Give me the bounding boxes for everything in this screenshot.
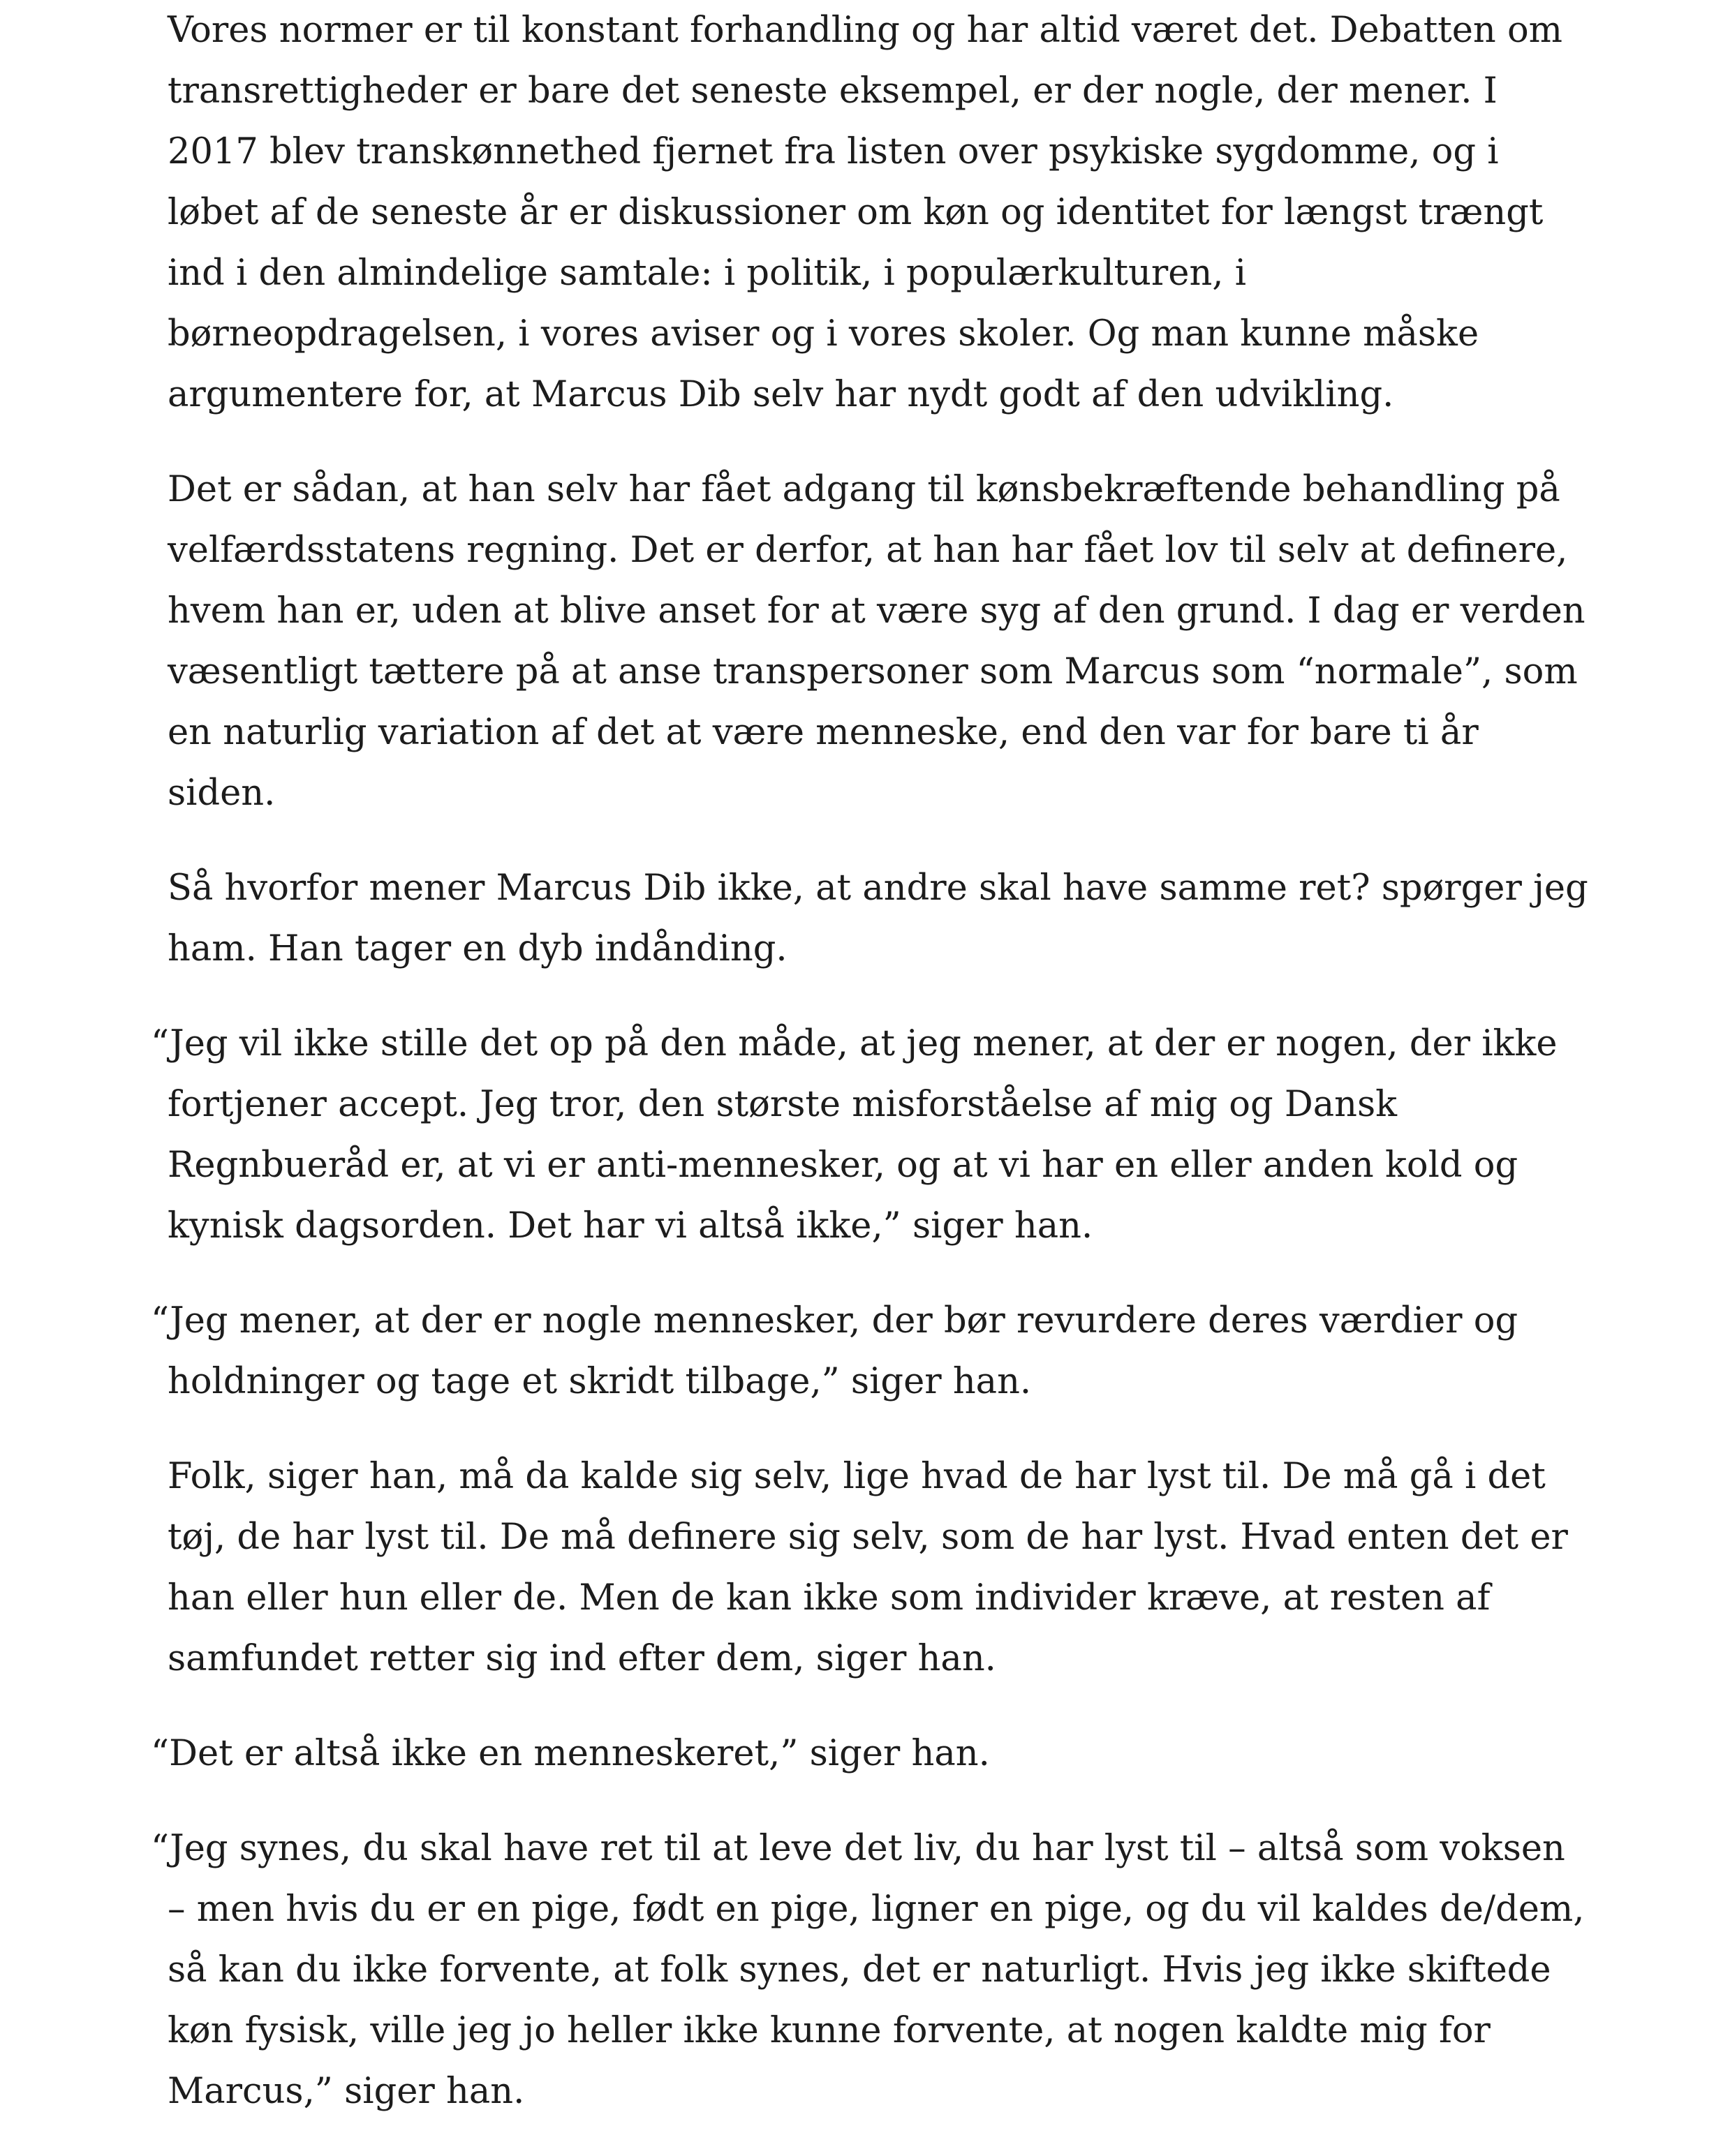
- paragraph-1: Vores normer er til konstant forhandling og har altid været det. Debatten om transrettigheder er bare det seneste eksempel, er der nogle, der mener. I 2017 blev transkønnethed fjernet fra listen over psykiske sygdomme, og i løbet af de seneste år er diskussioner om køn og identitet for længst trængt ind i den almindelige samtale: i politik, i populærkulturen, i børneopdragelsen, i vores aviser og i vores skoler. Og man kunne måske argumentere for, at Marcus Dib selv har nydt godt af den udvikling.: [168, 10, 1563, 415]
- article-body: [151, 0, 1592, 2156]
- quote-paragraph-2: “Jeg mener, at der er nogle mennesker, der bør revurdere deres værdier og holdninger og tage et skridt tilbage,” siger han.: [151, 1300, 1518, 1402]
- quote-paragraph-4: “Jeg synes, du skal have ret til at leve det liv, du har lyst til – altså som voksen – men hvis du er en pige, født en pige, ligner en pige, og du vil kaldes de/dem, så kan du ikke forvente, at folk synes, det er naturligt. Hvis jeg ikke skiftede køn fysisk, ville jeg jo heller ikke kunne forvente, at nogen kaldte mig for Marcus,” siger han.: [151, 1828, 1585, 2112]
- paragraph-3: Så hvorfor mener Marcus Dib ikke, at andre skal have samme ret? spørger jeg ham. Han tager en dyb indånding.: [168, 868, 1588, 969]
- quote-paragraph-3: “Det er altså ikke en menneskeret,” siger han.: [151, 1733, 990, 1774]
- paragraph-2: Det er sådan, at han selv har fået adgang til kønsbekræftende behandling på velfærdsstatens regning. Det er derfor, at han har fået lov til selv at definere, hvem han er, uden at blive anset for at være syg af den grund. I dag er verden væsentligt tættere på at anse transpersoner som Marcus som “normale”, som en naturlig variation af det at være menneske, end den var for bare ti år siden.: [168, 469, 1585, 814]
- paragraph-4: Folk, siger han, må da kalde sig selv, lige hvad de har lyst til. De må gå i det tøj, de har lyst til. De må definere sig selv, som de har lyst. Hvad enten det er han eller hun eller de. Men de kan ikke som individer kræve, at resten af samfundet retter sig ind efter dem, siger han.: [168, 1456, 1568, 1679]
- quote-paragraph-1: “Jeg vil ikke stille det op på den måde, at jeg mener, at der er nogen, der ikke fortjener accept. Jeg tror, den største misforståelse af mig og Dansk Regnbueråd er, at vi er anti-mennesker, og at vi har en eller anden kold og kynisk dagsorden. Det har vi altså ikke,” siger han.: [151, 1023, 1558, 1247]
